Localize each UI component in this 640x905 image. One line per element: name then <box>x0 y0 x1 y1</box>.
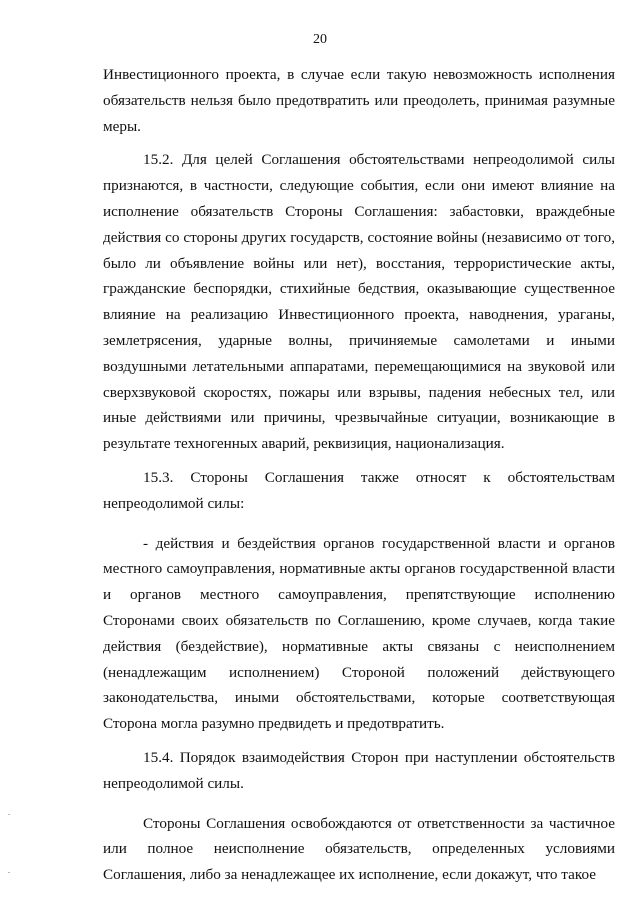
paragraph-15-4: 15.4. Порядок взаимодействия Сторон при наступлении обстоятельств непреодолимой силы. <box>103 748 615 792</box>
page-number: 20 <box>313 32 327 47</box>
paragraph-continuation: Инвестиционного проекта, в случае если такую невозможность исполнения обязательств нельзя было предотвратить или преодолеть, принимая разумные меры. <box>103 66 615 135</box>
paragraph-15-3: 15.3. Стороны Соглашения также относят к обстоятельствам непреодолимой силы: <box>103 468 615 512</box>
margin-mark: . <box>8 808 10 817</box>
paragraph-15-3-item: - действия и бездействия органов государственной власти и органов местного самоуправления, нормативные акты органов государственной власти и органов местного самоуправления, препятствующие исполнению Сторонами своих обязательств по Соглашению, кроме случаев, когда такие действия (бездействие), нормативные акты связаны с неисполнением (ненадлежащим исполнением) Стороной положений действующего законодательства, иными обстоятельствами, которые соответствующая Сторона могла разумно предвидеть и предотвратить. <box>103 534 615 733</box>
margin-mark: . <box>8 866 10 875</box>
paragraph-15-4-text: Стороны Соглашения освобождаются от ответственности за частичное или полное неисполнение обязательств, определенных условиями Соглашения, либо за ненадлежащее их исполнение, если докажут, что такое <box>103 814 615 884</box>
document-body <box>103 62 615 888</box>
paragraph-15-2: 15.2. Для целей Соглашения обстоятельствами непреодолимой силы признаются, в частности, следующие события, если они имеют влияние на исполнение обязательств Стороны Соглашения: забастовки, враждебные действия со стороны других государств, состояние войны (независимо от того, было ли объявление войны или нет), восстания, террористические акты, гражданские беспорядки, стихийные бедствия, оказывающие существенное влияние на реализацию Инвестиционного проекта, наводнения, ураганы, землетрясения, ударные волны, причиняемые самолетами и иными воздушными летательными аппаратами, перемещающимися на звуковой или сверхзвуковой скоростях, пожары или взрывы, падения небесных тел, или иные действиями или причины, чрезвычайные ситуации, возникающие в результате техногенных аварий, реквизиция, национализация. <box>103 151 615 453</box>
